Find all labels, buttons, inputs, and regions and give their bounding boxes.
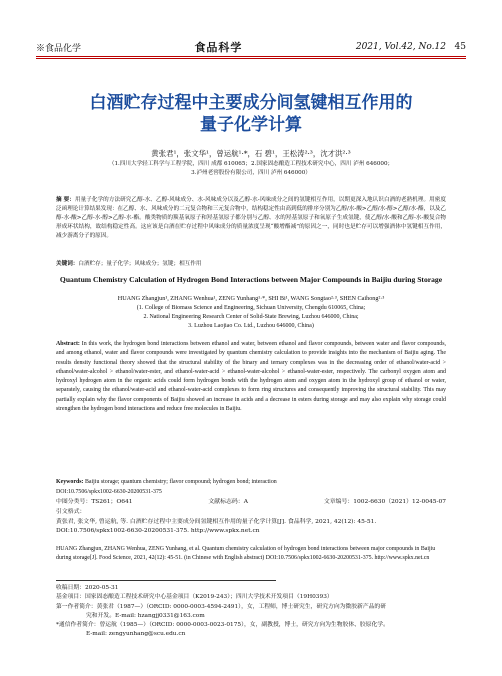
english-abstract-label: Abstract: bbox=[56, 341, 80, 347]
header-rule-thin bbox=[36, 58, 466, 59]
english-title: Quantum Chemistry Calculation of Hydrogen Bond Interactions between Major Compounds in Baijiu during Storage bbox=[59, 275, 443, 284]
chinese-affil-line2: 3.泸州老窖股份有限公司，四川 泸州 646000） bbox=[191, 170, 311, 176]
corresponding-author-info-cont: E-mail: zengyunhang@scu.edu.cn bbox=[86, 631, 186, 638]
chinese-abstract bbox=[56, 196, 446, 241]
article-number: 文章编号：1002-6630（2021）12-0045-07 bbox=[323, 499, 446, 505]
english-affil-line2: 2. National Engineering Research Center of Solid-State Brewing, Luzhou 646000, China; bbox=[143, 314, 359, 320]
issue-number: 2021, Vol.42, No.12 bbox=[355, 42, 446, 52]
chinese-abstract-text: 用量子化学的方法研究乙醇-水、乙醇-风味成分、水-风味成分以及乙醇-水-风味成分之间的氢键相互作用，以期更深入地认识白酒的老熟机理。用密度泛函理论计算结果发现：在乙醇、水、风味成分的二元复合物和三元复合物中，结构稳定性由高到低的排序分别为乙醇/水-酸>乙醇/水-醇>乙醇/水-酯，以及乙醇-水-酸>乙醇-水-醇>乙醇-水-酯。酸类物质的羰基氧原子和羟基氢原子都分别与乙醇、水的羟基氢原子和氧原子生成氢键，使乙醇/水-酸和乙醇-水-酸复合物形成环状结构，故结构稳定性高。这应该是白酒在贮存过程中风味成分的质量浓度呈现“酸增酯减”的原因之一，同时也是贮存可以增强酒体中氢键相互作用，减少游离分子的原因。 bbox=[56, 197, 447, 239]
classification-row bbox=[56, 498, 446, 507]
english-abstract-text: In this work, the hydrogen bond interactions between ethanol and water, between ethanol and flavor compounds, between water and flavor compounds, and among ethanol, water and flavor compounds were investigated by quantum chemistry calculation to provide insights into the mechanism of Baijiu aging. The results density functional theory showed that the structural stability of the binary and ternary complexes was in the decreasing order of ethanol/water-acid > ethanol/water-alcohol > ethanol/water-ester, and ethanol-water-acid > ethanol-water-alcohol > ethanol-water-ester, respectively. The carbonyl oxygen atom and hydroxyl hydrogen atom in the organic acids could form hydrogen bonds with the hydrogen atom and oxygen atom in the hydroxyl group of ethanol or water, separately, causing the ethanol/water-acid and ethanol-water-acid complexes to form ring structures and consequently improving the structural stability. This may partially explain why the flavor components of Baijiu showed an increase in acids and a decrease in esters during storage and may also explain why storage could strengthen the hydrogen bond interactions and reduce free molecules in Baijiu. bbox=[56, 341, 446, 413]
chinese-title-line2: 量子化学计算 bbox=[200, 115, 302, 135]
chinese-keywords-text: 白酒贮存；量子化学；风味成分；氢键；相互作用 bbox=[78, 261, 202, 267]
first-author-info: 第一作者简介：黄张君（1987—）（ORCID: 0000-0003-4594-2491），女，工程师，博士研究生，研究方向为微胶新产品的研 bbox=[56, 603, 387, 610]
chinese-title-line1: 白酒贮存过程中主要成分间氢键相互作用的 bbox=[89, 93, 413, 113]
chinese-affiliations bbox=[36, 160, 466, 178]
section-label: ※食品化学 bbox=[36, 43, 82, 54]
page-number: 45 bbox=[454, 42, 466, 52]
chinese-authors: 黄张君¹，张文华¹，曾运航¹·*，石 碧¹，王松涛²·³，沈才洪²·³ bbox=[151, 149, 351, 158]
fund-info: 基金项目：国家固态酿造工程技术研究中心基金项目（K2019-243）；四川大学技术开发项目（19H0393） bbox=[56, 594, 333, 601]
chinese-abstract-label: 摘 要： bbox=[56, 197, 75, 203]
english-keywords bbox=[56, 478, 446, 487]
english-keywords-text: Baijiu storage; quantum chemistry; flavor compound; hydrogen bond; interaction bbox=[84, 479, 277, 485]
corresponding-author-info: *通信作者简介：曾运航（1985—）（ORCID: 0000-0003-0023-0175），女，副教授，博士，研究方向为生物胶体、胶原化学。 bbox=[56, 622, 389, 629]
received-date: 收稿日期：2020-05-31 bbox=[56, 585, 119, 591]
header-rule bbox=[36, 56, 466, 57]
journal-logo: 食品科学 bbox=[194, 41, 243, 54]
document-code: 文献标志码：A bbox=[208, 499, 248, 505]
footnotes bbox=[56, 584, 446, 640]
english-authors: HUANG Zhangjun¹, ZHANG Wenhua¹, ZENG Yunhang¹·*, SHI Bi¹, WANG Songtao²·³, SHEN Caihong²·³ bbox=[117, 295, 385, 302]
issue-info bbox=[356, 42, 466, 52]
chinese-keywords bbox=[56, 260, 446, 269]
english-affiliations bbox=[36, 304, 466, 331]
english-affil-line1: (1. College of Biomass Science and Engineering, Sichuan University, Chengdu 610065, China; bbox=[136, 305, 366, 311]
english-affil-line3: 3. Luzhou Laojiao Co. Ltd., Luzhou 646000, China) bbox=[188, 323, 314, 329]
citation-chinese: 黄张君, 张文华, 曾运航, 等. 白酒贮存过程中主要成分间氢键相互作用的量子化学计算[J]. 食品科学, 2021, 42(12): 45-51. DOI:10.7506/spkx1002-6630-20200531-375. http://www.spkx.net.cn bbox=[56, 519, 377, 534]
chinese-keywords-label: 关键词： bbox=[56, 261, 79, 267]
chinese-title bbox=[36, 92, 466, 136]
running-header bbox=[36, 40, 466, 54]
first-author-info-cont: 究和开发。E-mail: hzangjj0331@163.com bbox=[86, 612, 205, 619]
english-abstract bbox=[56, 340, 446, 414]
chinese-affil-line1: （1.四川大学轻工科学与工程学院，四川 成都 610065；2.国家固态酿造工程技术研究中心，四川 泸州 646000； bbox=[108, 161, 394, 167]
english-keywords-label: Keywords: bbox=[56, 479, 84, 485]
citation-label: 引文格式： bbox=[56, 509, 86, 515]
footnote-rule bbox=[56, 580, 276, 581]
clc-number: 中图分类号：TS261；O641 bbox=[56, 499, 133, 505]
citation-english: HUANG Zhangjun, ZHANG Wenhua, ZENG Yunhang, et al. Quantum chemistry calculation of hydrogen bond interactions between major compounds in Baijiu during storage[J]. Food Science, 2021, 42(12): 45-51. (in Chinese with English abstract) DOI:10.7506/spkx1002-6630-20200531-375. http://www.spkx.net.cn bbox=[56, 546, 436, 561]
doi: DOI:10.7506/spkx1002-6630-20200531-375 bbox=[56, 489, 162, 495]
